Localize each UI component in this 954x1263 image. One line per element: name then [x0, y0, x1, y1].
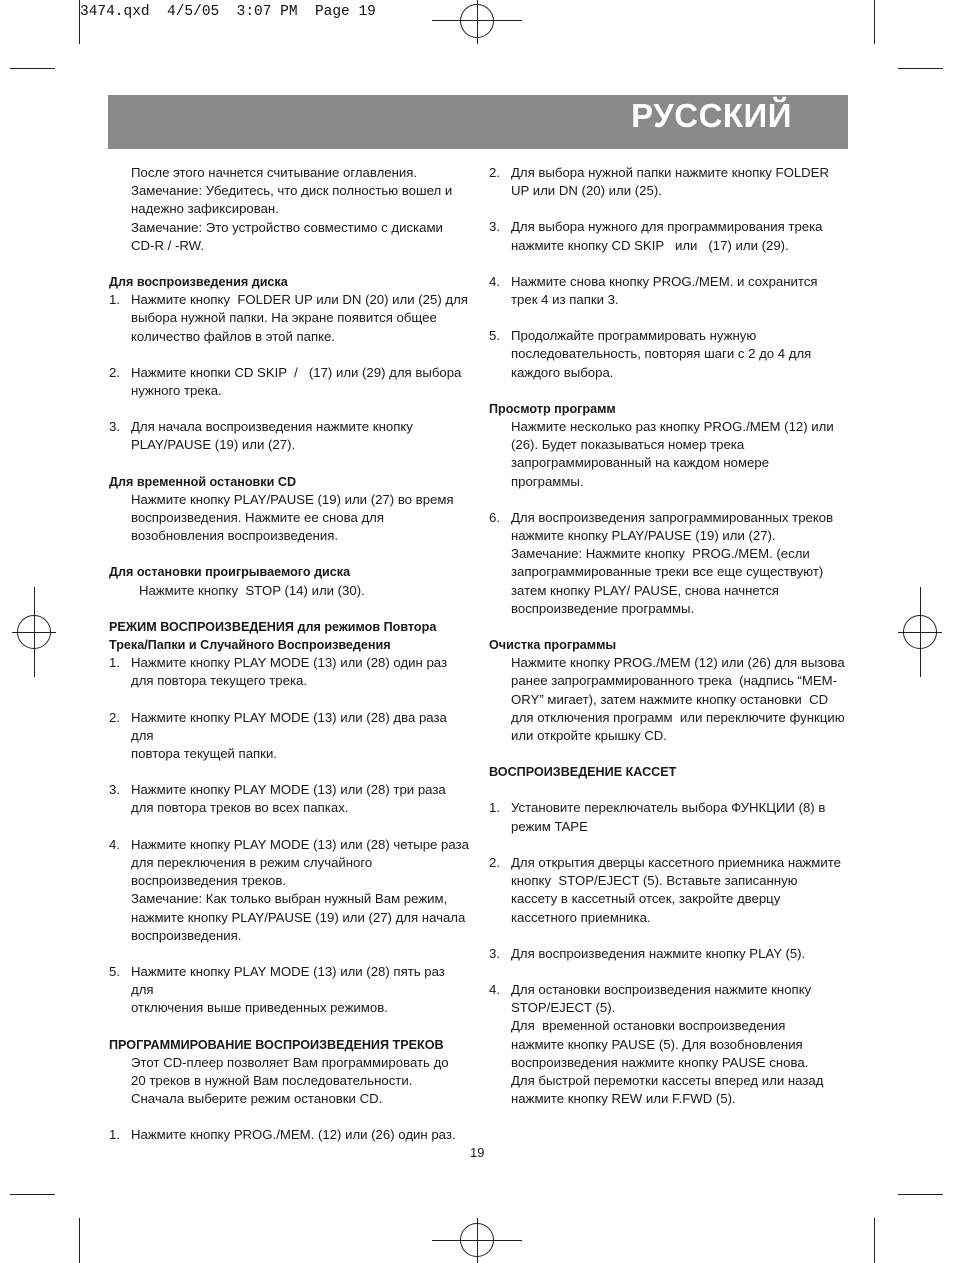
- list-item: 5. Продолжайте программировать нужную последовательность, повторяя шаги с 2 до 4 для каждого выбора.: [489, 328, 812, 380]
- language-header: [108, 95, 848, 149]
- section-title-clear: Очистка программы: [489, 638, 617, 653]
- list-item: 1. Нажмите кнопку FOLDER UP или DN (20) или (25) для выбора нужной папки. На экране появится общее количество файлов в этой папке.: [109, 292, 468, 344]
- list-item: 4. Нажмите кнопку PLAY MODE (13) или (28) четыре раза для переключения в режим случайного воспроизведения треков. Замечание: Как только выбран нужный Вам режим, нажмите кнопку PLAY/PAUSE (19) или (27) для начала воспроизведения.: [109, 836, 469, 943]
- print-slug: 3474.qxd 4/5/05 3:07 PM Page 19: [80, 4, 376, 20]
- stop-text: Нажмите кнопку STOP (14) или (30).: [139, 582, 365, 598]
- list-item: 3. Для начала воспроизведения нажмите кнопку PLAY/PAUSE (19) или (27).: [109, 419, 413, 453]
- list-item: 2. Для выбора нужной папки нажмите кнопку FOLDER UP или DN (20) или (25).: [489, 165, 830, 199]
- list-item: 4. Нажмите снова кнопку PROG./MEM. и сохранится трек 4 из папки 3.: [489, 273, 818, 308]
- clear-text: Нажмите кнопку PROG./MEM (12) или (26) для вызова ранее запрограммированного трека (надпись “MEM- ORY” мигает), затем нажмите кнопку остановки CD для отключения программ или переключите функцию или откройте крышку CD.: [511, 655, 845, 744]
- list-item: 1. Нажмите кнопку PROG./MEM. (12) или (26) один раз.: [109, 1127, 456, 1143]
- list-item: 5. Нажмите кнопку PLAY MODE (13) или (28) пять раз для отключения выше приведенных режимов.: [109, 963, 445, 1016]
- language-title: РУССКИЙ: [631, 97, 792, 134]
- list-item: 3. Для воспроизведения нажмите кнопку PLAY (5).: [489, 945, 806, 961]
- view-text: Нажмите несколько раз кнопку PROG./MEM (12) или (26). Будет показываться номер трека запрограммированный на каждом номере программы.: [511, 419, 834, 489]
- list-item: 2. Нажмите кнопки CD SKIP / (17) или (29) для выбора нужного трека.: [109, 364, 462, 399]
- section-title-mode: РЕЖИМ ВОСПРОИЗВЕДЕНИЯ для режимов Повтора Трека/Папки и Случайного Воспроизведения: [109, 619, 437, 653]
- list-item: 6. Для воспроизведения запрограммированных треков нажмите кнопку PLAY/PAUSE (19) или (27). Замечание: Нажмите кнопку PROG./MEM. (если запрограммированные треки все еще существуют) затем кнопку PLAY/ PAUSE, снова начнется воспроизведение программы.: [489, 509, 834, 616]
- programming-text: Этот CD-плеер позволяет Вам программировать до 20 треков в нужной Вам последовательности. Сначала выберите режим остановки CD.: [131, 1054, 449, 1107]
- section-title-play: Для воспроизведения диска: [109, 275, 288, 290]
- list-item: 3. Для выбора нужного для программирования трека нажмите кнопку CD SKIP или (17) или (29).: [489, 219, 823, 253]
- list-item: 2. Нажмите кнопку PLAY MODE (13) или (28) два раза для повтора текущей папки.: [109, 709, 447, 762]
- section-title-view: Просмотр программ: [489, 401, 616, 416]
- list-item: 2. Для открытия дверцы кассетного приемника нажмите кнопку STOP/EJECT (5). Вставьте записанную кассету в кассетный отсек, закройте дверцу кассетного приемника.: [489, 854, 841, 925]
- right-column: [489, 164, 851, 1108]
- list-item: 1. Нажмите кнопку PLAY MODE (13) или (28) один раз для повтора текущего трека.: [109, 655, 448, 689]
- section-title-tape: ВОСПРОИЗВЕДЕНИЕ КАССЕТ: [489, 765, 677, 780]
- pause-text: Нажмите кнопку PLAY/PAUSE (19) или (27) во время воспроизведения. Нажмите ее снова для возобновления воспроизведения.: [131, 491, 454, 544]
- list-item: 3. Нажмите кнопку PLAY MODE (13) или (28) три раза для повтора треков во всех папках.: [109, 782, 446, 816]
- section-title-programming: ПРОГРАММИРОВАНИЕ ВОСПРОИЗВЕДЕНИЯ ТРЕКОВ: [109, 1037, 444, 1052]
- list-item: 4. Для остановки воспроизведения нажмите кнопку STOP/EJECT (5). Для временной остановки воспроизведения нажмите кнопку PAUSE (5). Для возобновления воспроизведения нажмите кнопку PAUSE снова. Для быстрой перемотки кассеты вперед или назад нажмите кнопку REW или F.FWD (5).: [489, 981, 824, 1107]
- page-number: 19: [470, 1145, 485, 1160]
- section-title-pause: Для временной остановки CD: [109, 474, 297, 489]
- list-item: 1. Установите переключатель выбора ФУНКЦИИ (8) в режим TAPE: [489, 800, 826, 834]
- section-title-stop: Для остановки проигрываемого диска: [109, 565, 351, 580]
- left-column: [109, 164, 471, 1145]
- intro-text: После этого начнется считывание оглавления. Замечание: Убедитесь, что диск полностью вошел и надежно зафиксирован. Замечание: Это устройство совместимо с дисками CD-R / -RW.: [131, 165, 453, 253]
